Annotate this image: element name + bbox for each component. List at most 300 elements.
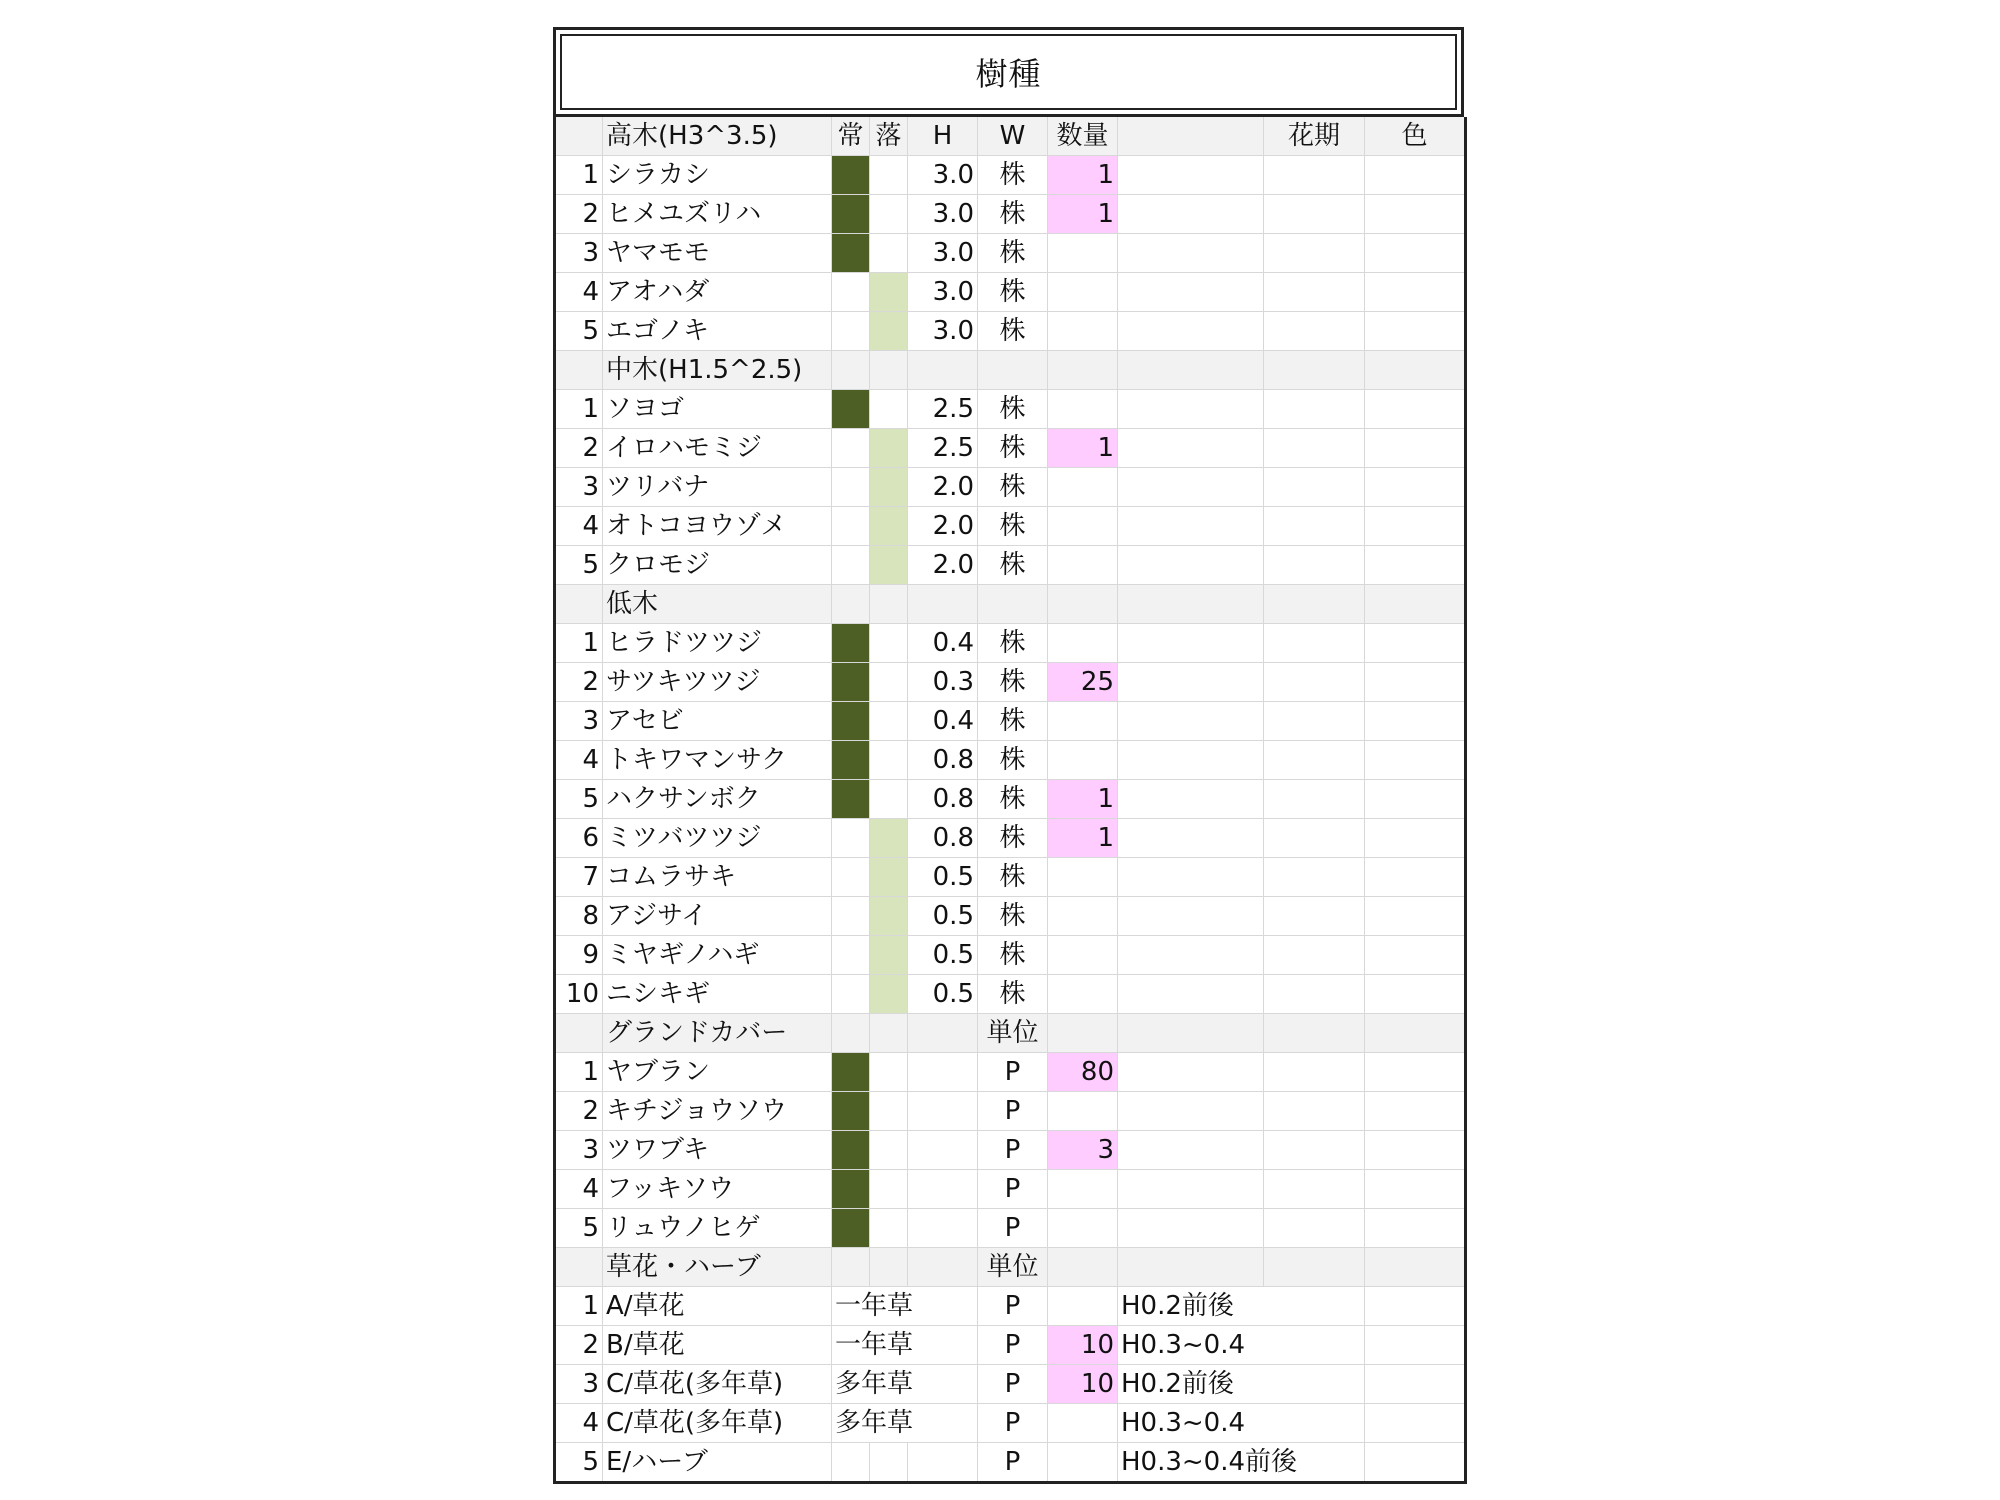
- color-cell: [1365, 429, 1466, 468]
- title-frame: [553, 27, 1464, 117]
- row-number: 2: [555, 1092, 603, 1131]
- flower-cell: [1264, 390, 1365, 429]
- quantity-cell: 1: [1048, 819, 1118, 858]
- evergreen-cell: [832, 624, 870, 663]
- evergreen-cell: [832, 858, 870, 897]
- unit-cell: 株: [978, 624, 1048, 663]
- section-h: [908, 1014, 978, 1053]
- plant-name: A/草花: [603, 1287, 832, 1326]
- height-cell: [908, 1443, 978, 1483]
- section-no: [555, 1248, 603, 1287]
- color-cell: [1365, 273, 1466, 312]
- plant-name: キチジョウソウ: [603, 1092, 832, 1131]
- flower-cell: [1264, 663, 1365, 702]
- row-number: 5: [555, 1443, 603, 1483]
- note-cell: H0.2前後: [1118, 1287, 1365, 1326]
- herb-row: [555, 1326, 1466, 1365]
- section-flower: [1264, 1248, 1365, 1287]
- row-number: 2: [555, 195, 603, 234]
- row-number: 5: [555, 1209, 603, 1248]
- note-cell: [1118, 1131, 1264, 1170]
- evergreen-cell: [832, 156, 870, 195]
- plant-row: [555, 468, 1466, 507]
- flower-cell: [1264, 702, 1365, 741]
- row-number: 2: [555, 1326, 603, 1365]
- quantity-cell: [1048, 897, 1118, 936]
- unit-cell: P: [978, 1209, 1048, 1248]
- deciduous-cell: [870, 468, 908, 507]
- row-number: 5: [555, 312, 603, 351]
- height-cell: [908, 1209, 978, 1248]
- deciduous-cell: [870, 975, 908, 1014]
- plant-name: コムラサキ: [603, 858, 832, 897]
- evergreen-cell: [832, 234, 870, 273]
- section-flower: [1264, 351, 1365, 390]
- note-cell: [1118, 741, 1264, 780]
- row-number: 1: [555, 1287, 603, 1326]
- quantity-cell: [1048, 624, 1118, 663]
- flower-cell: [1264, 1209, 1365, 1248]
- note-cell: [1118, 936, 1264, 975]
- evergreen-cell: [832, 1443, 870, 1483]
- evergreen-cell: [832, 741, 870, 780]
- unit-cell: 株: [978, 273, 1048, 312]
- deciduous-cell: [870, 156, 908, 195]
- height-cell: 3.0: [908, 195, 978, 234]
- flower-cell: [1264, 429, 1365, 468]
- note-cell: H0.3~0.4: [1118, 1326, 1365, 1365]
- evergreen-cell: [832, 195, 870, 234]
- height-cell: 0.8: [908, 741, 978, 780]
- color-cell: [1365, 975, 1466, 1014]
- height-cell: 0.4: [908, 702, 978, 741]
- plant-category: 多年草: [832, 1365, 978, 1404]
- quantity-cell: [1048, 1209, 1118, 1248]
- plant-row: [555, 1170, 1466, 1209]
- plant-name: ハクサンボク: [603, 780, 832, 819]
- note-cell: [1118, 1092, 1264, 1131]
- row-number: 3: [555, 1365, 603, 1404]
- section-unit-label: 単位: [978, 1248, 1048, 1287]
- section-title: 草花・ハーブ: [603, 1248, 832, 1287]
- height-cell: 3.0: [908, 234, 978, 273]
- height-cell: 2.5: [908, 390, 978, 429]
- deciduous-cell: [870, 234, 908, 273]
- section-header-row: [555, 351, 1466, 390]
- height-cell: 0.5: [908, 858, 978, 897]
- section-qty: [1048, 1248, 1118, 1287]
- color-cell: [1365, 195, 1466, 234]
- unit-cell: 株: [978, 156, 1048, 195]
- note-cell: [1118, 975, 1264, 1014]
- section-deciduous: [870, 1248, 908, 1287]
- color-cell: [1365, 1404, 1466, 1443]
- color-cell: [1365, 663, 1466, 702]
- quantity-cell: 80: [1048, 1053, 1118, 1092]
- color-cell: [1365, 312, 1466, 351]
- plant-row: [555, 702, 1466, 741]
- flower-cell: [1264, 975, 1365, 1014]
- herb-row: [555, 1404, 1466, 1443]
- quantity-cell: [1048, 390, 1118, 429]
- evergreen-cell: [832, 702, 870, 741]
- note-cell: [1118, 858, 1264, 897]
- header-deciduous: 落: [870, 117, 908, 156]
- plant-row: [555, 624, 1466, 663]
- evergreen-cell: [832, 975, 870, 1014]
- plant-name: フッキソウ: [603, 1170, 832, 1209]
- row-number: 9: [555, 936, 603, 975]
- row-number: 4: [555, 1170, 603, 1209]
- note-cell: [1118, 624, 1264, 663]
- deciduous-cell: [870, 507, 908, 546]
- color-cell: [1365, 234, 1466, 273]
- deciduous-cell: [870, 897, 908, 936]
- note-cell: [1118, 663, 1264, 702]
- deciduous-cell: [870, 1131, 908, 1170]
- plant-row: [555, 1092, 1466, 1131]
- quantity-cell: 3: [1048, 1131, 1118, 1170]
- flower-cell: [1264, 507, 1365, 546]
- section-evergreen: [832, 585, 870, 624]
- unit-cell: 株: [978, 312, 1048, 351]
- flower-cell: [1264, 195, 1365, 234]
- height-cell: 3.0: [908, 312, 978, 351]
- evergreen-cell: [832, 1092, 870, 1131]
- unit-cell: 株: [978, 936, 1048, 975]
- section-color: [1365, 351, 1466, 390]
- unit-cell: 株: [978, 234, 1048, 273]
- unit-cell: 株: [978, 702, 1048, 741]
- plant-name: ソヨゴ: [603, 390, 832, 429]
- plant-name: C/草花(多年草): [603, 1404, 832, 1443]
- evergreen-cell: [832, 1053, 870, 1092]
- color-cell: [1365, 156, 1466, 195]
- section-evergreen: [832, 1248, 870, 1287]
- evergreen-cell: [832, 1131, 870, 1170]
- flower-cell: [1264, 936, 1365, 975]
- section-deciduous: [870, 1014, 908, 1053]
- plant-name: ミツバツツジ: [603, 819, 832, 858]
- plant-row: [555, 975, 1466, 1014]
- deciduous-cell: [870, 1170, 908, 1209]
- unit-cell: P: [978, 1092, 1048, 1131]
- section-h: [908, 351, 978, 390]
- plant-name: オトコヨウゾメ: [603, 507, 832, 546]
- quantity-cell: 1: [1048, 195, 1118, 234]
- color-cell: [1365, 897, 1466, 936]
- flower-cell: [1264, 546, 1365, 585]
- species-table: [553, 117, 1467, 1484]
- note-cell: [1118, 1170, 1264, 1209]
- note-cell: H0.3~0.4: [1118, 1404, 1365, 1443]
- deciduous-cell: [870, 390, 908, 429]
- unit-cell: 株: [978, 819, 1048, 858]
- unit-cell: 株: [978, 468, 1048, 507]
- plant-name: C/草花(多年草): [603, 1365, 832, 1404]
- header-h: H: [908, 117, 978, 156]
- flower-cell: [1264, 312, 1365, 351]
- plant-name: ニシキギ: [603, 975, 832, 1014]
- section-deciduous: [870, 585, 908, 624]
- unit-cell: 株: [978, 975, 1048, 1014]
- unit-cell: P: [978, 1365, 1048, 1404]
- unit-cell: 株: [978, 195, 1048, 234]
- row-number: 4: [555, 273, 603, 312]
- color-cell: [1365, 546, 1466, 585]
- flower-cell: [1264, 1053, 1365, 1092]
- height-cell: 0.8: [908, 780, 978, 819]
- plant-name: クロモジ: [603, 546, 832, 585]
- plant-row: [555, 273, 1466, 312]
- section-note: [1118, 1014, 1264, 1053]
- evergreen-cell: [832, 936, 870, 975]
- note-cell: [1118, 195, 1264, 234]
- plant-row: [555, 234, 1466, 273]
- note-cell: [1118, 429, 1264, 468]
- note-cell: [1118, 1053, 1264, 1092]
- note-cell: [1118, 312, 1264, 351]
- herb-row: [555, 1287, 1466, 1326]
- height-cell: [908, 1092, 978, 1131]
- row-number: 1: [555, 1053, 603, 1092]
- color-cell: [1365, 702, 1466, 741]
- plant-category: 一年草: [832, 1326, 978, 1365]
- plant-row: [555, 897, 1466, 936]
- evergreen-cell: [832, 273, 870, 312]
- height-cell: [908, 1170, 978, 1209]
- section-unit-label: [978, 585, 1048, 624]
- note-cell: [1118, 234, 1264, 273]
- color-cell: [1365, 507, 1466, 546]
- note-cell: [1118, 702, 1264, 741]
- plant-row: [555, 741, 1466, 780]
- plant-name: E/ハーブ: [603, 1443, 832, 1483]
- plant-name: ミヤギノハギ: [603, 936, 832, 975]
- header-qty: 数量: [1048, 117, 1118, 156]
- color-cell: [1365, 858, 1466, 897]
- unit-cell: P: [978, 1287, 1048, 1326]
- plant-row: [555, 390, 1466, 429]
- unit-cell: 株: [978, 429, 1048, 468]
- row-number: 6: [555, 819, 603, 858]
- height-cell: 2.5: [908, 429, 978, 468]
- quantity-cell: [1048, 1404, 1118, 1443]
- evergreen-cell: [832, 897, 870, 936]
- flower-cell: [1264, 234, 1365, 273]
- color-cell: [1365, 1209, 1466, 1248]
- row-number: 1: [555, 624, 603, 663]
- plant-name: サツキツツジ: [603, 663, 832, 702]
- header-row: [555, 117, 1466, 156]
- height-cell: 3.0: [908, 156, 978, 195]
- quantity-cell: 25: [1048, 663, 1118, 702]
- height-cell: 0.5: [908, 897, 978, 936]
- unit-cell: P: [978, 1443, 1048, 1483]
- header-w: W: [978, 117, 1048, 156]
- evergreen-cell: [832, 1170, 870, 1209]
- color-cell: [1365, 390, 1466, 429]
- note-cell: [1118, 780, 1264, 819]
- evergreen-cell: [832, 312, 870, 351]
- quantity-cell: [1048, 507, 1118, 546]
- header-evergreen: 常: [832, 117, 870, 156]
- color-cell: [1365, 468, 1466, 507]
- section-h: [908, 585, 978, 624]
- plant-name: B/草花: [603, 1326, 832, 1365]
- quantity-cell: [1048, 1443, 1118, 1483]
- plant-row: [555, 312, 1466, 351]
- header-flower: 花期: [1264, 117, 1365, 156]
- plant-name: アジサイ: [603, 897, 832, 936]
- row-number: 4: [555, 741, 603, 780]
- row-number: 3: [555, 468, 603, 507]
- height-cell: 0.3: [908, 663, 978, 702]
- section-unit-label: 単位: [978, 1014, 1048, 1053]
- note-cell: [1118, 507, 1264, 546]
- height-cell: 2.0: [908, 507, 978, 546]
- deciduous-cell: [870, 1092, 908, 1131]
- note-cell: [1118, 468, 1264, 507]
- unit-cell: 株: [978, 741, 1048, 780]
- section-unit-label: [978, 351, 1048, 390]
- deciduous-cell: [870, 819, 908, 858]
- quantity-cell: [1048, 741, 1118, 780]
- deciduous-cell: [870, 936, 908, 975]
- plant-name: エゴノキ: [603, 312, 832, 351]
- tree-species-sheet: [553, 27, 1464, 1484]
- unit-cell: 株: [978, 546, 1048, 585]
- plant-row: [555, 819, 1466, 858]
- quantity-cell: [1048, 312, 1118, 351]
- header-no: [555, 117, 603, 156]
- flower-cell: [1264, 1092, 1365, 1131]
- section-h: [908, 1248, 978, 1287]
- quantity-cell: 1: [1048, 156, 1118, 195]
- section-title: 低木: [603, 585, 832, 624]
- unit-cell: P: [978, 1326, 1048, 1365]
- unit-cell: 株: [978, 663, 1048, 702]
- height-cell: 2.0: [908, 468, 978, 507]
- plant-name: ヒメユズリハ: [603, 195, 832, 234]
- herb-row: [555, 1443, 1466, 1483]
- row-number: 3: [555, 1131, 603, 1170]
- section-color: [1365, 585, 1466, 624]
- evergreen-cell: [832, 468, 870, 507]
- unit-cell: P: [978, 1053, 1048, 1092]
- section-title: グランドカバー: [603, 1014, 832, 1053]
- section-title: 中木(H1.5^2.5): [603, 351, 832, 390]
- plant-row: [555, 1209, 1466, 1248]
- evergreen-cell: [832, 819, 870, 858]
- row-number: 4: [555, 1404, 603, 1443]
- header-note: [1118, 117, 1264, 156]
- herb-row: [555, 1365, 1466, 1404]
- plant-name: イロハモミジ: [603, 429, 832, 468]
- quantity-cell: [1048, 858, 1118, 897]
- plant-category: 一年草: [832, 1287, 978, 1326]
- row-number: 5: [555, 780, 603, 819]
- color-cell: [1365, 624, 1466, 663]
- section-header-row: [555, 1014, 1466, 1053]
- deciduous-cell: [870, 273, 908, 312]
- color-cell: [1365, 1092, 1466, 1131]
- deciduous-cell: [870, 1209, 908, 1248]
- color-cell: [1365, 741, 1466, 780]
- row-number: 2: [555, 429, 603, 468]
- note-cell: [1118, 1209, 1264, 1248]
- plant-row: [555, 663, 1466, 702]
- plant-row: [555, 1131, 1466, 1170]
- quantity-cell: [1048, 702, 1118, 741]
- plant-name: トキワマンサク: [603, 741, 832, 780]
- deciduous-cell: [870, 741, 908, 780]
- quantity-cell: [1048, 234, 1118, 273]
- section-note: [1118, 351, 1264, 390]
- height-cell: 0.5: [908, 975, 978, 1014]
- quantity-cell: [1048, 1092, 1118, 1131]
- deciduous-cell: [870, 546, 908, 585]
- evergreen-cell: [832, 1209, 870, 1248]
- note-cell: [1118, 546, 1264, 585]
- color-cell: [1365, 1170, 1466, 1209]
- unit-cell: 株: [978, 897, 1048, 936]
- plant-name: ツリバナ: [603, 468, 832, 507]
- color-cell: [1365, 936, 1466, 975]
- plant-name: ヤマモモ: [603, 234, 832, 273]
- row-number: 1: [555, 156, 603, 195]
- flower-cell: [1264, 1170, 1365, 1209]
- plant-category: 多年草: [832, 1404, 978, 1443]
- deciduous-cell: [870, 780, 908, 819]
- quantity-cell: [1048, 1287, 1118, 1326]
- section-no: [555, 585, 603, 624]
- plant-row: [555, 546, 1466, 585]
- unit-cell: 株: [978, 507, 1048, 546]
- section-no: [555, 351, 603, 390]
- unit-cell: 株: [978, 858, 1048, 897]
- height-cell: [908, 1053, 978, 1092]
- evergreen-cell: [832, 780, 870, 819]
- deciduous-cell: [870, 858, 908, 897]
- plant-row: [555, 507, 1466, 546]
- unit-cell: P: [978, 1404, 1048, 1443]
- row-number: 3: [555, 234, 603, 273]
- color-cell: [1365, 1053, 1466, 1092]
- plant-name: ツワブキ: [603, 1131, 832, 1170]
- color-cell: [1365, 1131, 1466, 1170]
- plant-name: シラカシ: [603, 156, 832, 195]
- evergreen-cell: [832, 663, 870, 702]
- section-note: [1118, 1248, 1264, 1287]
- section-note: [1118, 585, 1264, 624]
- flower-cell: [1264, 624, 1365, 663]
- color-cell: [1365, 1326, 1466, 1365]
- height-cell: 0.4: [908, 624, 978, 663]
- deciduous-cell: [870, 702, 908, 741]
- plant-row: [555, 195, 1466, 234]
- unit-cell: 株: [978, 780, 1048, 819]
- note-cell: [1118, 390, 1264, 429]
- flower-cell: [1264, 273, 1365, 312]
- color-cell: [1365, 1287, 1466, 1326]
- height-cell: 2.0: [908, 546, 978, 585]
- header-name: 高木(H3^3.5): [603, 117, 832, 156]
- row-number: 3: [555, 702, 603, 741]
- section-flower: [1264, 1014, 1365, 1053]
- color-cell: [1365, 819, 1466, 858]
- row-number: 4: [555, 507, 603, 546]
